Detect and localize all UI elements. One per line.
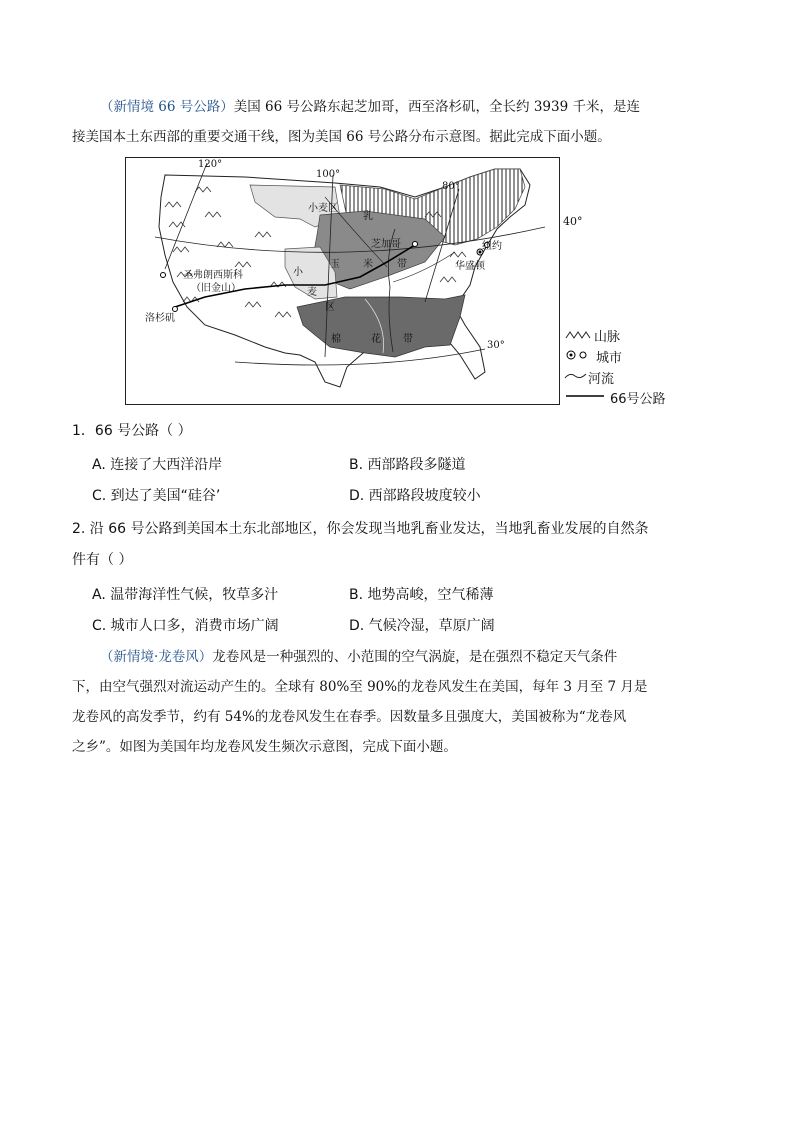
q2-option-c[interactable]: C. 城市人口多，消费市场广阔 (92, 618, 279, 634)
tornado-line-1: （新情境·龙卷风）龙卷风是一种强烈的、小范围的空气涡旋，是在强烈不稳定天气条件 (100, 649, 618, 665)
city-legend-icon (566, 349, 592, 361)
label-corn-1: 玉 (330, 259, 340, 270)
label-wheat-west-1: 小 (293, 267, 303, 278)
q1-option-c[interactable]: C. 到达了美国“硅谷’ (92, 488, 221, 504)
legend-city-label: 城市 (596, 351, 623, 366)
tornado-line-2: 下，由空气强烈对流运动产生的。全球有 80%至 90%的龙卷风发生在美国，每年 3 月至 7 月是 (72, 679, 648, 695)
q2-option-b[interactable]: B. 地势高峻，空气稀薄 (349, 587, 494, 603)
river-legend-icon (564, 370, 588, 382)
label-newyork: 纽约 (482, 241, 502, 252)
label-corn-3: 带 (397, 259, 407, 270)
label-lon80: 80° (442, 181, 460, 192)
label-los-angeles: 洛杉矶 (145, 313, 175, 324)
us-route66-map (125, 157, 560, 405)
label-lon100: 100° (316, 169, 341, 180)
q2-option-d[interactable]: D. 气候冷湿，草原广阔 (349, 618, 495, 634)
label-wheat-north: 小麦区 (308, 203, 338, 214)
tornado-line-4: 之乡”。如图为美国年均龙卷风发生频次示意图，完成下面小题。 (72, 739, 457, 755)
label-dairy: 乳 (363, 211, 373, 222)
context-tag-tornado: （新情境·龙卷风） (100, 649, 213, 665)
legend-mountain-label: 山脉 (594, 330, 621, 345)
question-1-stem: 1．66 号公路（ ） (72, 423, 192, 439)
intro-line-1: （新情境 66 号公路）美国 66 号公路东起芝加哥，西至洛杉矶，全长约 3939 千米，是连 (100, 99, 640, 115)
context-tag: （新情境 66 号公路） (100, 99, 234, 115)
label-corn-2: 米 (363, 259, 373, 270)
legend-river-label: 河流 (588, 372, 615, 387)
q1-option-a[interactable]: A. 连接了大西洋沿岸 (92, 457, 223, 473)
intro-line-2: 接美国本土东西部的重要交通干线，图为美国 66 号公路分布示意图。据此完成下面小题。 (72, 129, 611, 145)
label-chicago: 芝加哥 (371, 239, 401, 250)
intro-paragraph-route66 (72, 92, 722, 152)
label-san-francisco: 圣弗朗西斯科 (183, 270, 243, 281)
label-wheat-west-3: 区 (325, 302, 335, 313)
question-2-stem-line2: 件有（ ） (72, 552, 133, 568)
tornado-line-3: 龙卷风的高发季节，约有 54%的龙卷风发生在春季。因数量多且强度大，美国被称为“龙卷风 (72, 709, 627, 725)
question-2-stem-line1: 2. 沿 66 号公路到美国本土东北部地区，你会发现当地乳畜业发达，当地乳畜业发展的自然条 (72, 521, 649, 537)
q1-option-d[interactable]: D. 西部路段坡度较小 (349, 488, 481, 504)
mountain-legend-icon (565, 328, 593, 340)
q1-option-b[interactable]: B. 西部路段多隧道 (349, 457, 466, 473)
label-cotton-3: 带 (403, 334, 413, 345)
label-lon120: 120° (198, 159, 223, 170)
label-cotton-2: 花 (371, 334, 381, 345)
label-cotton-1: 棉 (331, 334, 341, 345)
q2-option-a[interactable]: A. 温带海洋性气候，牧草多汁 (92, 587, 279, 603)
label-lat30: 30° (487, 340, 505, 351)
legend-route-label: 66号公路 (610, 392, 666, 407)
label-lat40: 40° (563, 215, 583, 228)
label-wheat-west-2: 麦 (307, 287, 317, 298)
label-washington: 华盛顿 (455, 261, 485, 272)
intro-paragraph-tornado (72, 642, 722, 762)
route-legend-icon (566, 392, 606, 400)
label-san-francisco-cn: （旧金山） (191, 283, 241, 294)
